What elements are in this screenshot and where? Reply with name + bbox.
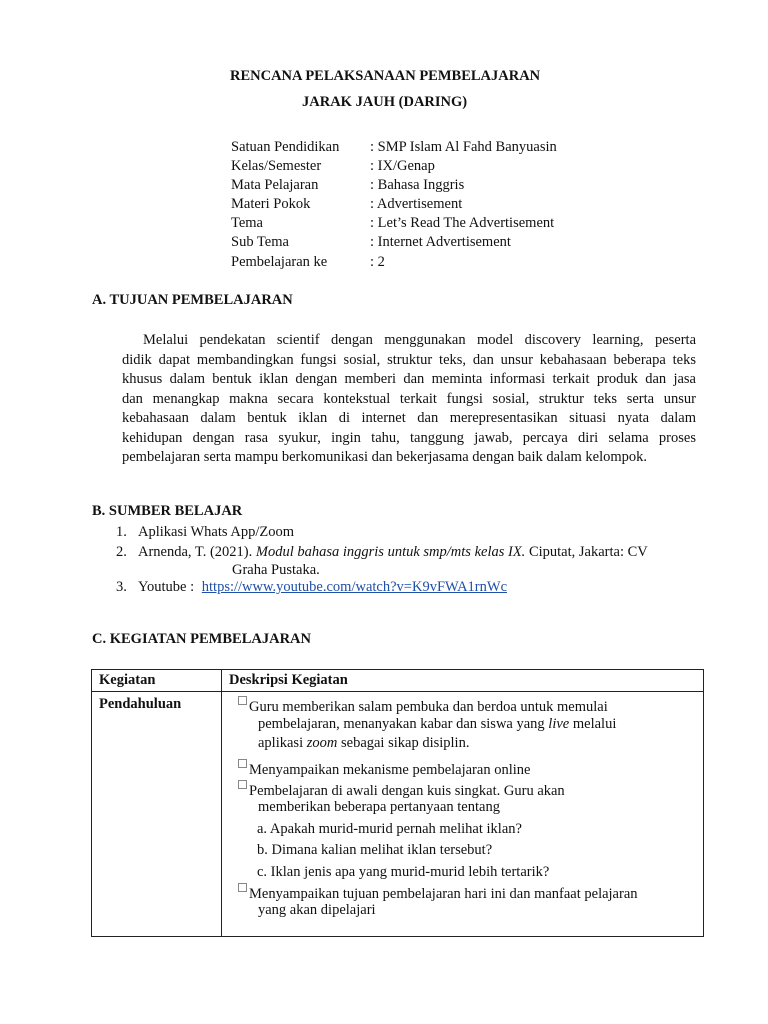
tujuan-paragraph [122, 331, 696, 468]
info-label: Kelas/Semester [231, 158, 322, 174]
youtube-label: Youtube : [138, 579, 198, 595]
bullet-text: Menyampaikan tujuan pembelajaran hari ini dan manfaat pelajaran [249, 886, 638, 902]
info-value: : Bahasa Inggris [370, 177, 465, 193]
bullet-continuation [258, 734, 469, 752]
list-item [116, 523, 295, 541]
text-run: sebagai sikap disiplin. [337, 735, 470, 751]
list-number: 1. [116, 524, 127, 540]
doc-subtitle: JARAK JAUH (DARING) [302, 94, 468, 110]
doc-title: RENCANA PELAKSANAAN PEMBELAJARAN [230, 68, 541, 84]
list-item [116, 578, 508, 596]
info-label: Sub Tema [231, 234, 289, 250]
bullet-item [238, 759, 530, 779]
citation-publisher: Ciputat, Jakarta: CV [525, 544, 648, 560]
bullet-continuation: yang akan dipelajari [258, 902, 376, 918]
youtube-link[interactable]: https://www.youtube.com/watch?v=K9vFWA1rnWc [201, 579, 508, 595]
question-a: a. Apakah murid-murid pernah melihat iklan? [257, 821, 522, 837]
paragraph-line: kehidupan dengan rasa syukur, ingin tahu, tanggung jawab, percaya diri selama proses [122, 429, 696, 446]
section-c-heading: C. KEGIATAN PEMBELAJARAN [92, 631, 311, 647]
info-label: Satuan Pendidikan [231, 139, 340, 155]
list-number: 3. [116, 579, 127, 595]
text-run: melalui [569, 716, 617, 732]
bullet-text: Pembelajaran di awali dengan kuis singkat. Guru akan [249, 783, 565, 799]
bullet-item [238, 696, 608, 716]
text-run-italic: zoom [306, 735, 338, 751]
row-label-pendahuluan: Pendahuluan [92, 692, 222, 937]
list-text-continuation: Graha Pustaka. [232, 562, 320, 578]
paragraph-line: didik dapat membandingkan fungsi sosial, struktur teks, dan unsur kebahasaan beberapa teks [122, 351, 696, 368]
text-run-italic: live [548, 716, 570, 732]
paragraph-line: kebahasaan dalam bentuk iklan di internet dan merepresentasikan situasi nyata dalam [122, 410, 696, 426]
info-label: Pembelajaran ke [231, 254, 328, 270]
bullet-text: Menyampaikan mekanisme pembelajaran online [249, 762, 531, 778]
table-header-deskripsi: Deskripsi Kegiatan [222, 670, 704, 692]
citation-author: Arnenda, T. (2021). [138, 544, 256, 560]
info-value: : IX/Genap [370, 158, 435, 174]
paragraph-line: pembelajaran serta mampu berkomunikasi dan bekerjasama dengan baik dalam kelompok. [122, 449, 648, 465]
bullet-icon [238, 883, 247, 892]
question-c: c. Iklan jenis apa yang murid-murid lebih tertarik? [257, 864, 550, 880]
bullet-text: Guru memberikan salam pembuka dan berdoa untuk memulai [249, 699, 608, 715]
info-value: : SMP Islam Al Fahd Banyuasin [370, 139, 557, 155]
list-text [138, 578, 507, 596]
table-header-row [92, 670, 704, 692]
info-label: Mata Pelajaran [231, 177, 319, 193]
list-number: 2. [116, 544, 127, 560]
info-value: : Let’s Read The Advertisement [370, 215, 555, 231]
paragraph-line: khusus dalam bentuk iklan dengan memberi dan meminta informasi terkait produk dan jasa [122, 371, 696, 387]
list-text [138, 543, 648, 561]
bullet-icon [238, 759, 247, 768]
list-item [116, 543, 648, 561]
section-b-heading: B. SUMBER BELAJAR [92, 503, 243, 519]
bullet-item [238, 883, 638, 903]
table-row [92, 692, 704, 937]
bullet-icon [238, 696, 247, 705]
info-value: : Advertisement [370, 196, 463, 212]
kegiatan-table [91, 669, 704, 937]
list-text: Aplikasi Whats App/Zoom [138, 524, 295, 540]
citation-title: Modul bahasa inggris untuk smp/mts kelas IX. [255, 544, 526, 560]
table-header-kegiatan: Kegiatan [92, 670, 222, 692]
bullet-continuation [258, 715, 616, 733]
info-value: : 2 [370, 254, 385, 270]
info-value: : Internet Advertisement [370, 234, 511, 250]
section-a-heading: A. TUJUAN PEMBELAJARAN [92, 292, 293, 308]
bullet-continuation: memberikan beberapa pertanyaan tentang [258, 799, 500, 815]
question-b: b. Dimana kalian melihat iklan tersebut? [257, 842, 493, 858]
text-run: aplikasi [258, 735, 307, 751]
text-run: pembelajaran, menanyakan kabar dan siswa yang [258, 716, 549, 732]
paragraph-line: dan menangkap makna secara kontekstual terkait fungsi sosial, struktur teks serta unsur [122, 390, 696, 407]
paragraph-line: Melalui pendekatan scientif dengan menggunakan model discovery learning, peserta [143, 332, 696, 348]
row-description [222, 692, 704, 937]
info-label: Tema [231, 215, 263, 231]
info-label: Materi Pokok [231, 196, 311, 212]
bullet-item [238, 780, 565, 800]
bullet-icon [238, 780, 247, 789]
